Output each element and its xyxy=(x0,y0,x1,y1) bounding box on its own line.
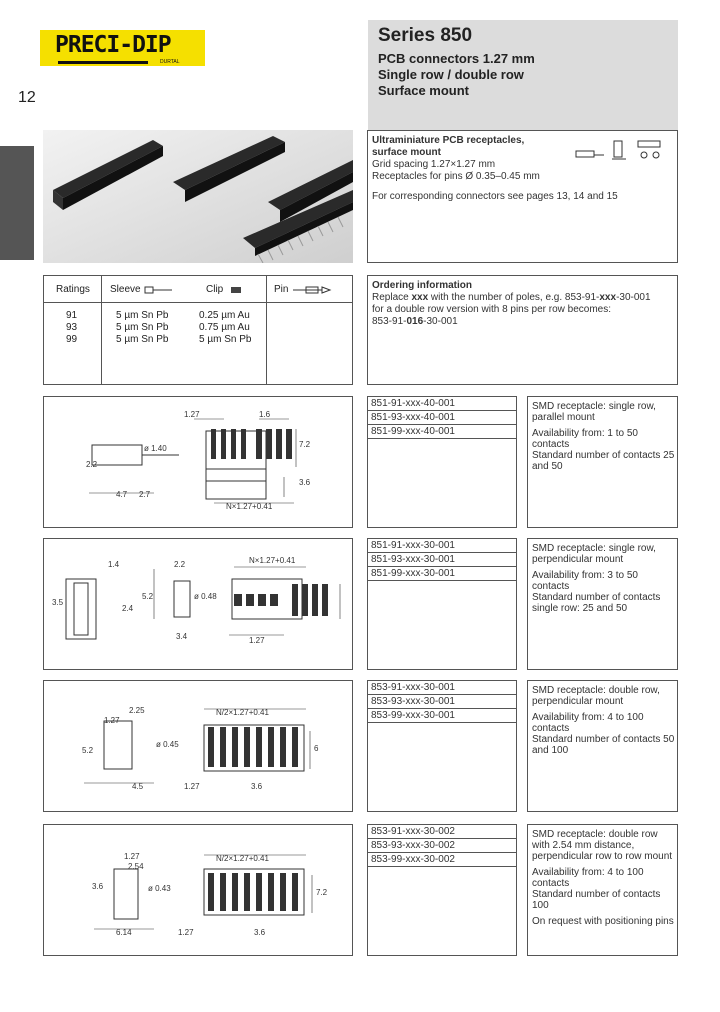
ordering-heading: Ordering information xyxy=(372,280,472,291)
product-photo xyxy=(43,130,353,263)
column-divider xyxy=(266,276,267,384)
technical-drawing xyxy=(44,539,354,671)
series-subtitle xyxy=(378,51,535,99)
dim-label: ø 0.43 xyxy=(148,884,171,893)
sleeve-value: 5 µm Sn Pb xyxy=(116,334,169,345)
rating-code: 93 xyxy=(66,322,78,333)
technical-drawing xyxy=(44,681,354,813)
sleeve-icon xyxy=(144,285,174,295)
part-number: 853-93-xxx-30-002 xyxy=(368,839,516,853)
dim-label: 1.4 xyxy=(108,560,120,569)
logo-text: PRECI-DIP xyxy=(55,32,171,58)
part-number: 853-93-xxx-30-001 xyxy=(368,695,516,709)
part-numbers-1 xyxy=(367,396,517,528)
part-number: 851-93-xxx-30-001 xyxy=(368,553,516,567)
part-number: 851-93-xxx-40-001 xyxy=(368,411,516,425)
dim-label: 1.27 xyxy=(249,636,265,645)
part-number: 851-99-xxx-40-001 xyxy=(368,425,516,439)
ordering-info-box xyxy=(367,275,678,385)
dim-label: 2.54 xyxy=(128,862,144,871)
technical-drawing xyxy=(44,825,354,957)
dim-label: ø 1.40 xyxy=(144,444,167,453)
desc-standard: Standard number of contacts single row: 25 and 50 xyxy=(532,592,661,614)
desc-title: SMD receptacle: double row, perpendicular mount xyxy=(532,685,660,707)
page-number: 12 xyxy=(18,89,36,106)
clip-value: 5 µm Sn Pb xyxy=(199,334,252,345)
sleeve-values xyxy=(116,310,168,346)
series-line: Surface mount xyxy=(378,83,470,98)
drawing-section-4 xyxy=(43,824,353,956)
part-number: 851-91-xxx-40-001 xyxy=(368,397,516,411)
dim-label: 1.27 xyxy=(184,782,200,791)
info-text: Grid spacing 1.27×1.27 mm xyxy=(372,159,496,170)
ordering-placeholder: xxx xyxy=(411,292,429,303)
desc-title: SMD receptacle: single row, parallel mount xyxy=(532,401,656,423)
drawing-section-1 xyxy=(43,396,353,528)
dim-label: 2.25 xyxy=(129,706,145,715)
dim-label: 3.6 xyxy=(299,478,311,487)
dim-label: 1.27 xyxy=(184,410,200,419)
desc-availability: Availability from: 1 to 50 contacts xyxy=(532,428,638,450)
dim-label: 7.2 xyxy=(316,888,328,897)
desc-standard: Standard number of contacts 50 and 100 xyxy=(532,734,675,756)
side-tab-marker xyxy=(0,146,34,260)
series-header xyxy=(368,20,678,133)
ordering-line xyxy=(372,292,672,304)
desc-standard: Standard number of contacts 100 xyxy=(532,889,661,911)
dim-label: 2.2 xyxy=(174,560,186,569)
part-number: 851-91-xxx-30-001 xyxy=(368,539,516,553)
clip-header: Clip xyxy=(206,284,224,295)
dim-label: 3.6 xyxy=(92,882,104,891)
desc-standard: Standard number of contacts 25 and 50 xyxy=(532,450,675,472)
dim-label: 4.5 xyxy=(132,782,144,791)
dim-label: 2.4 xyxy=(122,604,134,613)
dim-label: 2.2 xyxy=(86,460,98,469)
product-photo-illustration xyxy=(43,130,353,263)
ordering-text: -30-001 xyxy=(423,316,458,327)
clip-value: 0.25 µm Au xyxy=(199,310,250,321)
dim-label: N×1.27+0.41 xyxy=(249,556,296,565)
dim-label: 1.27 xyxy=(178,928,194,937)
ratings-codes xyxy=(66,310,77,346)
logo-subtext: DURTAL xyxy=(160,59,180,65)
desc-availability: Availability from: 4 to 100 contacts xyxy=(532,712,644,734)
info-heading: Ultraminiature PCB receptacles, xyxy=(372,135,525,146)
ordering-line: for a double row version with 8 pins per row becomes: xyxy=(372,304,612,315)
drawing-section-2 xyxy=(43,538,353,670)
brand-logo xyxy=(40,30,205,66)
dim-label: 3.6 xyxy=(251,782,263,791)
part-number: 853-91-xxx-30-001 xyxy=(368,681,516,695)
desc-availability: Availability from: 4 to 100 contacts xyxy=(532,867,644,889)
info-heading: surface mount xyxy=(372,147,441,158)
desc-title: SMD receptacle: single row, perpendicular mount xyxy=(532,543,656,565)
dim-label: N/2×1.27+0.41 xyxy=(216,854,269,863)
part-number: 853-99-xxx-30-002 xyxy=(368,853,516,867)
ordering-example-poles: 016 xyxy=(406,316,424,327)
series-line: PCB connectors 1.27 mm xyxy=(378,51,535,66)
sleeve-header: Sleeve xyxy=(110,284,141,295)
dim-label: 6.14 xyxy=(116,928,132,937)
dim-label: 4.7 xyxy=(116,490,128,499)
pin-icon xyxy=(292,285,332,295)
clip-values xyxy=(199,310,251,346)
logo-underline xyxy=(58,61,148,64)
desc-extra: On request with positioning pins xyxy=(532,916,674,927)
sleeve-value: 5 µm Sn Pb xyxy=(116,322,169,333)
dim-label: ø 0.48 xyxy=(194,592,217,601)
series-line: Single row / double row xyxy=(378,67,524,82)
dim-label: 2.7 xyxy=(139,490,151,499)
info-text: For corresponding connectors see pages 13, 14 and 15 xyxy=(372,191,618,202)
description-1 xyxy=(527,396,678,528)
rating-code: 99 xyxy=(66,334,78,345)
description-2 xyxy=(527,538,678,670)
part-numbers-2 xyxy=(367,538,517,670)
part-numbers-4 xyxy=(367,824,517,956)
description-4 xyxy=(527,824,678,956)
dim-label: ø 0.45 xyxy=(156,740,179,749)
pin-header: Pin xyxy=(274,284,289,295)
part-numbers-3 xyxy=(367,680,517,812)
technical-drawing xyxy=(44,397,354,529)
dim-label: 1.6 xyxy=(259,410,271,419)
ratings-header: Ratings xyxy=(56,284,90,295)
part-number: 851-99-xxx-30-001 xyxy=(368,567,516,581)
info-text: Receptacles for pins Ø 0.35–0.45 mm xyxy=(372,171,540,182)
header-divider xyxy=(44,302,352,303)
description-3 xyxy=(527,680,678,812)
series-title: Series 850 xyxy=(378,25,473,46)
desc-availability: Availability from: 3 to 50 contacts xyxy=(532,570,638,592)
product-info-box xyxy=(367,130,678,263)
dim-label: 7.2 xyxy=(299,440,311,449)
clip-value: 0.75 µm Au xyxy=(199,322,250,333)
ordering-placeholder: xxx xyxy=(599,292,617,303)
dim-label: 3.4 xyxy=(176,632,188,641)
dim-label: N×1.27+0.41 xyxy=(226,502,273,511)
clip-icon xyxy=(230,285,244,295)
dim-label: 5.2 xyxy=(142,592,154,601)
ordering-text: with the number of poles, e.g. 853-91- xyxy=(428,292,600,303)
dim-label: 1.27 xyxy=(124,852,140,861)
part-number: 853-91-xxx-30-002 xyxy=(368,825,516,839)
dim-label: 3.5 xyxy=(52,598,64,607)
dim-label: N/2×1.27+0.41 xyxy=(216,708,269,717)
ratings-table xyxy=(43,275,353,385)
ordering-text: 853-91- xyxy=(372,316,407,327)
dim-label: 6 xyxy=(314,744,319,753)
ordering-line xyxy=(372,316,672,328)
rating-code: 91 xyxy=(66,310,78,321)
ordering-text: Replace xyxy=(372,292,412,303)
part-number: 853-99-xxx-30-001 xyxy=(368,709,516,723)
column-divider xyxy=(101,276,102,384)
desc-title: SMD receptacle: double row with 2.54 mm distance, perpendicular row to row mount xyxy=(532,829,673,862)
dim-label: 1.27 xyxy=(104,716,120,725)
dim-label: 3.6 xyxy=(254,928,266,937)
dim-label: 5.2 xyxy=(82,746,94,755)
ordering-text: -30-001 xyxy=(616,292,651,303)
sleeve-value: 5 µm Sn Pb xyxy=(116,310,169,321)
mount-type-icons xyxy=(574,137,669,170)
drawing-section-3 xyxy=(43,680,353,812)
